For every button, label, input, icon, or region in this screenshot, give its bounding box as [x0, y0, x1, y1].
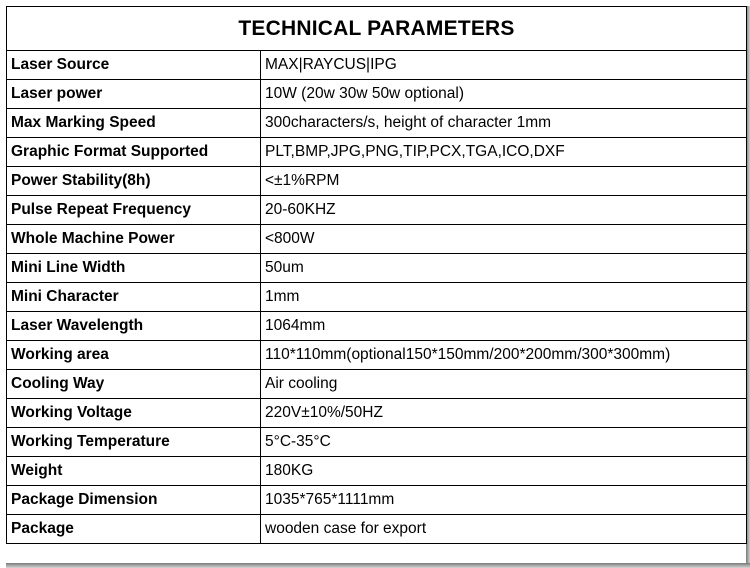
parameter-label: Mini Character — [7, 283, 261, 312]
parameter-label: Power Stability(8h) — [7, 167, 261, 196]
table-row — [7, 109, 747, 138]
table-row — [7, 486, 747, 515]
parameter-value: <800W — [261, 225, 747, 254]
table-row — [7, 167, 747, 196]
parameter-value: 10W (20w 30w 50w optional) — [261, 80, 747, 109]
table-row — [7, 428, 747, 457]
parameter-value: 50um — [261, 254, 747, 283]
parameter-label: Graphic Format Supported — [7, 138, 261, 167]
table-row — [7, 457, 747, 486]
technical-parameters-table — [6, 6, 747, 544]
table-row — [7, 225, 747, 254]
table-title: TECHNICAL PARAMETERS — [7, 7, 747, 51]
table-row — [7, 399, 747, 428]
parameter-label: Working Temperature — [7, 428, 261, 457]
table-title-row — [7, 7, 747, 51]
parameter-label: Working Voltage — [7, 399, 261, 428]
parameter-label: Mini Line Width — [7, 254, 261, 283]
parameter-label: Laser Source — [7, 51, 261, 80]
parameter-label: Weight — [7, 457, 261, 486]
table-row — [7, 80, 747, 109]
parameter-label: Pulse Repeat Frequency — [7, 196, 261, 225]
parameter-value: <±1%RPM — [261, 167, 747, 196]
parameter-label: Laser power — [7, 80, 261, 109]
parameter-value: 110*110mm(optional150*150mm/200*200mm/300*300mm) — [261, 341, 747, 370]
table-row — [7, 254, 747, 283]
parameter-value: 1064mm — [261, 312, 747, 341]
table-row — [7, 515, 747, 544]
parameter-label: Laser Wavelength — [7, 312, 261, 341]
parameter-value: Air cooling — [261, 370, 747, 399]
table-row — [7, 312, 747, 341]
parameter-value: 5°C-35°C — [261, 428, 747, 457]
table-row — [7, 341, 747, 370]
parameter-value: 1mm — [261, 283, 747, 312]
parameter-label: Cooling Way — [7, 370, 261, 399]
parameter-rows — [7, 51, 747, 544]
parameter-value: 300characters/s, height of character 1mm — [261, 109, 747, 138]
parameter-label: Package — [7, 515, 261, 544]
parameter-label: Package Dimension — [7, 486, 261, 515]
parameter-value: MAX|RAYCUS|IPG — [261, 51, 747, 80]
parameter-label: Working area — [7, 341, 261, 370]
parameter-value: 20-60KHZ — [261, 196, 747, 225]
table-row — [7, 283, 747, 312]
table-row — [7, 196, 747, 225]
table-row — [7, 370, 747, 399]
parameter-value: wooden case for export — [261, 515, 747, 544]
parameter-label: Max Marking Speed — [7, 109, 261, 138]
parameter-value: PLT,BMP,JPG,PNG,TIP,PCX,TGA,ICO,DXF — [261, 138, 747, 167]
parameter-value: 180KG — [261, 457, 747, 486]
parameter-value: 220V±10%/50HZ — [261, 399, 747, 428]
table-row — [7, 51, 747, 80]
parameter-label: Whole Machine Power — [7, 225, 261, 254]
table-row — [7, 138, 747, 167]
frame-shadow-bottom — [6, 563, 750, 568]
parameter-value: 1035*765*1111mm — [261, 486, 747, 515]
